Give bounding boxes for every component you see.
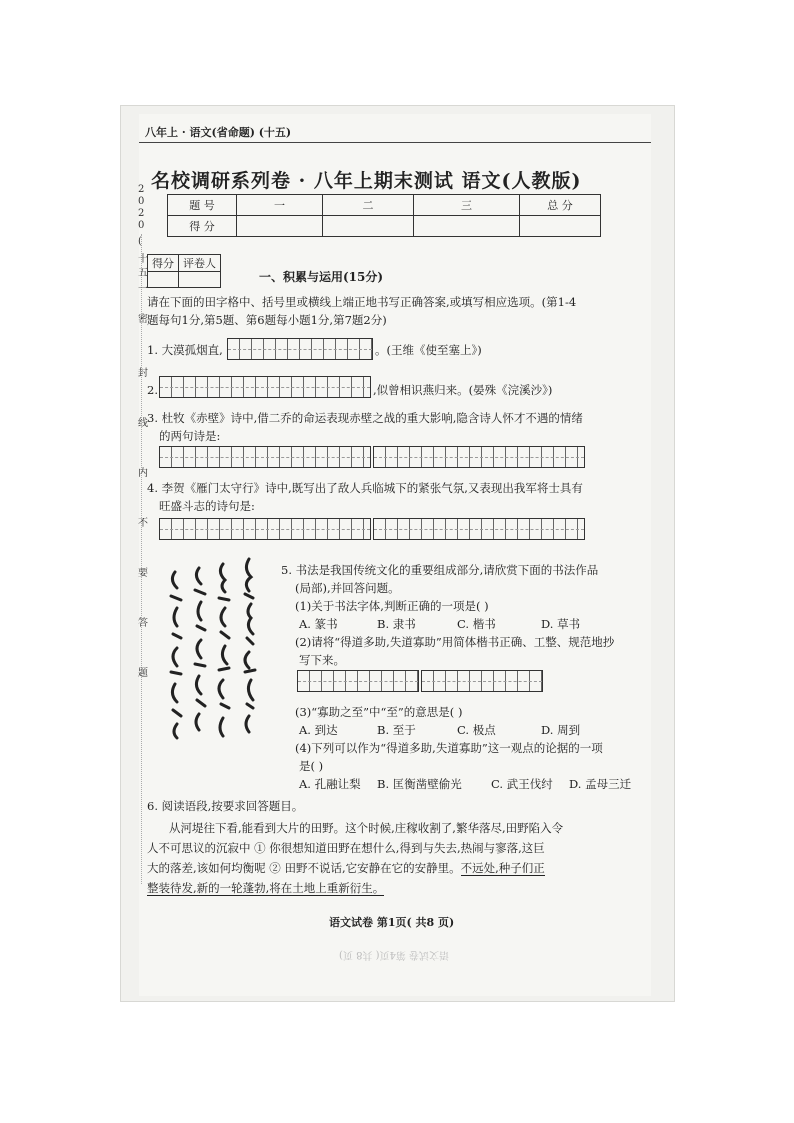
side-char: 一 (138, 284, 148, 295)
q2-suffix: ,似曾相识燕归来。(晏殊《浣溪沙》) (373, 383, 553, 397)
grader-cell (148, 272, 179, 288)
q2-answer-grid[interactable] (159, 376, 371, 398)
side-char: 不 (138, 518, 148, 529)
score-cell (237, 216, 323, 237)
q5-text: 5. 书法是我国传统文化的重要组成部分,请欣赏下面的书法作品 (281, 563, 599, 577)
q6-underlined-sentence: 不远处,种子们正 (460, 861, 545, 875)
q5-sub4-option-a[interactable]: A. 孔融让梨 (299, 777, 361, 791)
q6-passage-line-4 (147, 880, 384, 896)
q4-answer-grid-1[interactable] (159, 518, 371, 540)
q5-sub1: (1)关于书法字体,判断正确的一项是( ) (295, 599, 489, 613)
score-col-3: 三 (414, 195, 520, 216)
q1-suffix: 。(王维《使至塞上》) (375, 343, 482, 357)
side-char: 0 (138, 196, 145, 207)
q5-sub1-option-c[interactable]: C. 楷书 (457, 617, 496, 631)
side-char: 五 (138, 268, 148, 279)
page-title: 名校调研系列卷 · 八年上期末测试 语文(人教版) (151, 170, 582, 192)
grader-box (147, 254, 221, 288)
bleed-through-footer: 语文试卷 第4页( 共8 页) (339, 949, 450, 960)
score-row-label: 题 号 (168, 195, 237, 216)
q4-text: 4. 李贺《雁门太守行》诗中,既写出了敌人兵临城下的紧张气氛,又表现出我军将士具有 (147, 481, 583, 495)
q5-sub1-option-a[interactable]: A. 篆书 (299, 617, 338, 631)
q3-answer-grid-2[interactable] (373, 446, 585, 468)
q2-prefix: 2. (147, 383, 158, 397)
q6-passage-line-1: 从河堤往下看,能看到大片的田野。这个时候,庄稼收割了,繁华落尽,田野陷入令 (169, 821, 564, 835)
header-rule (139, 142, 651, 143)
score-col-2: 二 (323, 195, 414, 216)
score-cell (520, 216, 601, 237)
side-char: 2 (138, 184, 145, 195)
q5-sub3-option-c[interactable]: C. 极点 (457, 723, 496, 737)
side-char: 题 (138, 668, 148, 679)
score-cell (414, 216, 520, 237)
q3-text: 3. 杜牧《赤壁》诗中,借二乔的命运表现赤壁之战的重大影响,隐含诗人怀才不遇的情绪 (147, 411, 583, 425)
side-char: 十 (138, 254, 148, 265)
q5-sub4-option-d[interactable]: D. 孟母三迁 (569, 777, 632, 791)
page-footer: 语文试卷 第1页( 共8 页) (329, 916, 455, 929)
side-char: 要 (138, 568, 148, 579)
section-heading: 一、积累与运用(15分) (259, 270, 384, 284)
q5-sub4-option-c[interactable]: C. 武王伐纣 (491, 777, 553, 791)
q5-sub3: (3)“寡助之至”中“至”的意思是( ) (295, 705, 463, 719)
q6-passage-text: 大的落差,该如何均衡呢 ② 田野不说话,它安静在它的安静里。 (147, 861, 461, 875)
side-char: 答 (138, 618, 148, 629)
q1-prefix: 1. 大漠孤烟直, (147, 343, 223, 357)
q1-answer-grid[interactable] (227, 338, 373, 360)
side-char: 线 (138, 418, 148, 429)
photo-frame (120, 105, 675, 1002)
side-char: 密 (138, 314, 148, 325)
q5-sub4-option-b[interactable]: B. 匡衡凿壁偷光 (377, 777, 462, 791)
q5-sub1-option-b[interactable]: B. 隶书 (377, 617, 416, 631)
q6-passage-line-3 (147, 860, 545, 876)
score-col-total: 总 分 (520, 195, 601, 216)
score-row-label: 得 分 (168, 216, 237, 237)
q4-text-cont: 旺盛斗志的诗句是: (159, 499, 255, 513)
binding-line (141, 234, 150, 884)
instructions: 请在下面的田字格中、括号里或横线上端正地书写正确答案,或填写相应选项。(第1-4 (147, 295, 577, 309)
q5-sub3-option-a[interactable]: A. 到达 (299, 723, 338, 737)
running-header: 八年上 · 语文(省命题) (十五) (145, 126, 292, 139)
side-char: ( (138, 236, 142, 247)
q6-title: 6. 阅读语段,按要求回答题目。 (147, 799, 304, 813)
q5-sub2: (2)请将“得道多助,失道寡助”用简体楷书正确、工整、规范地抄 (295, 635, 615, 649)
q5-answer-grid-1[interactable] (297, 670, 419, 692)
q5-sub3-option-d[interactable]: D. 周到 (541, 723, 581, 737)
q6-passage-line-2: 人不可思议的沉寂中 ① 你很想知道田野在想什么,得到与失去,热闹与寥落,这巨 (147, 841, 545, 855)
q5-sub4: (4)下列可以作为“得道多助,失道寡助”这一观点的论据的一项 (295, 741, 603, 755)
instructions-cont: 题每句1分,第5题、第6题每小题1分,第7题2分) (147, 313, 387, 327)
q5-sub2-cont: 写下来。 (299, 653, 345, 667)
calligraphy-artwork-image (161, 554, 261, 754)
q5-sub3-option-b[interactable]: B. 至于 (377, 723, 416, 737)
side-char: 0 (138, 220, 145, 231)
q5-sub1-option-d[interactable]: D. 草书 (541, 617, 581, 631)
q5-text-cont: (局部),并回答问题。 (295, 581, 400, 595)
exam-paper (139, 114, 651, 996)
grader-cell (179, 272, 221, 288)
q6-underlined-sentence-cont: 整装待发,新的一轮蓬勃,将在土地上重新衍生。 (147, 881, 385, 895)
grader-score-label: 得分 (148, 255, 179, 272)
grader-name-label: 评卷人 (179, 255, 221, 272)
side-char: 内 (138, 468, 148, 479)
side-char: 封 (138, 368, 148, 379)
score-col-1: 一 (237, 195, 323, 216)
score-table (167, 194, 601, 237)
score-cell (323, 216, 414, 237)
q4-answer-grid-2[interactable] (373, 518, 585, 540)
q3-text-cont: 的两句诗是: (159, 429, 221, 443)
q3-answer-grid-1[interactable] (159, 446, 371, 468)
q5-sub4-cont: 是( ) (299, 759, 324, 773)
q5-answer-grid-2[interactable] (421, 670, 543, 692)
side-char: 2 (138, 208, 145, 219)
